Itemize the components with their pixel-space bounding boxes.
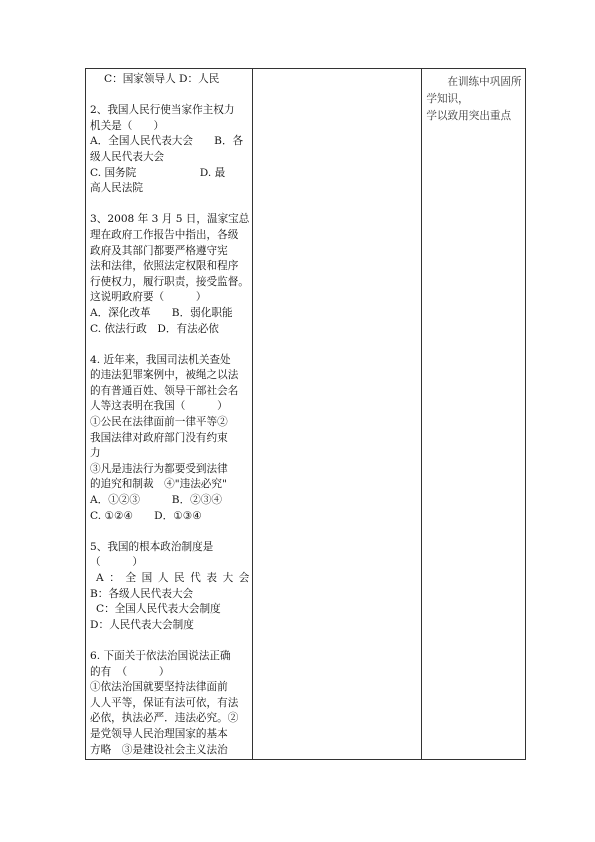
table-row xyxy=(86,69,526,760)
question-line: 机关是（ ） xyxy=(90,119,165,132)
question-line: （ ） xyxy=(90,556,143,569)
option-line: D：人民代表大会制度 xyxy=(90,618,194,631)
option-line: A．全国人民代表大会 B．各 xyxy=(90,135,244,148)
questions-cell xyxy=(86,69,253,760)
option-line: A．①②③ B．②③④ xyxy=(90,494,222,507)
option-line: A．深化改革 B．弱化职能 xyxy=(90,306,233,319)
option-line: B：各级人民代表大会 xyxy=(90,587,194,600)
statement-line: 必依，执法必严．违法必究。② xyxy=(90,712,239,725)
statement-line: ①依法治国就要坚持法律面前 xyxy=(90,681,228,694)
statement-line: 人人平等，保证有法可依，有法 xyxy=(90,696,239,709)
question-4 xyxy=(90,353,249,525)
question-5 xyxy=(90,540,249,634)
question-line: 的违法犯罪案例中，被绳之以法 xyxy=(90,369,239,382)
question-line: 5、我国的根本政治制度是 xyxy=(90,540,214,553)
questions-content xyxy=(86,69,252,758)
question-2 xyxy=(90,103,249,197)
question-6 xyxy=(90,649,249,758)
option-line: A：全国人民代表大会 xyxy=(96,572,250,584)
statement-line: 的追究和制裁 ④"违法必究" xyxy=(90,478,227,491)
option-line: C. 国务院 D. 最 xyxy=(90,166,226,179)
option-line: 级人民代表大会 xyxy=(90,150,165,163)
statement-line: 是党领导人民治理国家的基本 xyxy=(90,727,228,740)
intent-line: 学以致用突出重点 xyxy=(426,110,512,122)
question-line: 行使权力，履行职责，接受监督。 xyxy=(90,275,249,288)
design-intent-cell xyxy=(422,69,526,760)
question-line: 理在政府工作报告中指出，各级 xyxy=(90,228,239,241)
question-line: 3、2008 年 3 月 5 日，温家宝总 xyxy=(90,213,250,226)
q1-options-tail: C：国家领导人 D：人民 xyxy=(104,73,220,85)
student-activity-cell xyxy=(253,69,422,760)
statement-line: ①公民在法律面前一律平等② xyxy=(90,416,228,429)
option-line: C. 依法行政 D．有法必依 xyxy=(90,322,219,335)
question-line: 的有普通百姓、领导干部社会名 xyxy=(90,384,239,397)
statement-line: ③凡是违法行为都要受到法律 xyxy=(90,462,228,475)
statement-line: 方略 ③是建设社会主义法治 xyxy=(90,743,228,756)
question-line: 的有 （ ） xyxy=(90,665,170,678)
question-line: 法和法律，依照法定权限和程序 xyxy=(90,260,239,273)
statement-line: 力 xyxy=(90,447,101,460)
statement-line: 我国法律对政府部门没有约束 xyxy=(90,431,228,444)
question-3 xyxy=(90,212,249,337)
question-line: 6. 下面关于依法治国说法正确 xyxy=(90,649,231,662)
question-line: 2、我国人民行使当家作主权力 xyxy=(90,104,235,117)
question-line: 人等这表明在我国（ ） xyxy=(90,400,228,413)
question-line: 政府及其部门都要严格遵守宪 xyxy=(90,244,228,257)
design-intent-text xyxy=(422,69,525,125)
lesson-table xyxy=(85,68,526,760)
option-line: 高人民法院 xyxy=(90,182,143,195)
option-line: C. ①②④ D．①③④ xyxy=(90,509,202,522)
intent-line: 在训练中巩固所学知识， xyxy=(426,76,522,105)
question-line: 4. 近年来，我国司法机关查处 xyxy=(90,353,231,366)
question-line: 这说明政府要（ ） xyxy=(90,291,207,304)
option-line: C：全国人民代表大会制度 xyxy=(96,603,221,616)
